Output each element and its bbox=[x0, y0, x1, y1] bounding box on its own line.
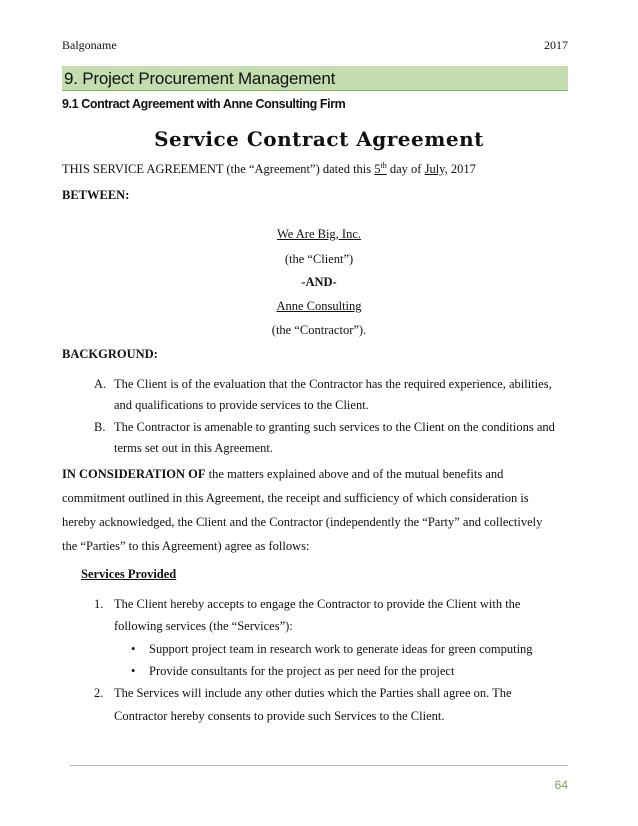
client-name: We Are Big, Inc. bbox=[276, 227, 362, 241]
client-label: (the “Client”) bbox=[284, 252, 354, 266]
background-item-text: and qualifications to provide services to the Client. bbox=[114, 398, 369, 412]
header-left: Balgoname bbox=[62, 38, 117, 52]
header-right: 2017 bbox=[544, 38, 568, 52]
section-heading: 9. Project Procurement Management bbox=[62, 66, 568, 91]
services-item-text: following services (the “Services”): bbox=[114, 619, 293, 633]
contractor-name: Anne Consulting bbox=[276, 299, 362, 313]
services-item-marker: 1. bbox=[94, 597, 104, 611]
bullet-icon: • bbox=[131, 664, 136, 678]
services-heading: Services Provided bbox=[81, 567, 177, 581]
intro-month: July, bbox=[424, 162, 448, 176]
consideration-paragraph: IN CONSIDERATION OF the matters explained above and of the mutual benefits and bbox=[62, 467, 504, 481]
contractor-label: (the “Contractor”). bbox=[271, 323, 367, 337]
consideration-line: hereby acknowledged, the Client and the Contractor (independently the “Party” and collectively bbox=[62, 515, 543, 529]
consideration-line: the “Parties” to this Agreement) agree as follows: bbox=[62, 539, 310, 553]
intro-line: THIS SERVICE AGREEMENT (the “Agreement”) dated this 5th day of July, 2017 bbox=[62, 160, 476, 176]
services-item-text: The Services will include any other duties which the Parties shall agree on. The bbox=[114, 686, 512, 700]
background-heading: BACKGROUND: bbox=[62, 347, 158, 361]
services-item-marker: 2. bbox=[94, 686, 104, 700]
bullet-icon: • bbox=[131, 642, 136, 656]
services-item-text: The Client hereby accepts to engage the Contractor to provide the Client with the bbox=[114, 597, 521, 611]
document-title: Service Contract Agreement bbox=[154, 127, 484, 151]
footer-divider bbox=[70, 765, 568, 766]
between-label: BETWEEN: bbox=[62, 188, 130, 202]
background-item-marker: B. bbox=[94, 420, 106, 434]
background-item-text: The Contractor is amenable to granting such services to the Client on the conditions and bbox=[114, 420, 555, 434]
page-header bbox=[62, 38, 568, 53]
services-bullet: • Provide consultants for the project as per need for the project bbox=[131, 664, 455, 678]
background-item-marker: A. bbox=[94, 377, 107, 391]
page-number: 64 bbox=[554, 778, 568, 792]
consideration-line: commitment outlined in this Agreement, the receipt and sufficiency of which consideration is bbox=[62, 491, 529, 505]
subsection-heading: 9.1 Contract Agreement with Anne Consulting Firm bbox=[62, 97, 346, 111]
and-separator: -AND- bbox=[301, 275, 337, 289]
services-item-text: Contractor hereby consents to provide such Services to the Client. bbox=[114, 709, 445, 723]
background-item-text: The Client is of the evaluation that the Contractor has the required experience, abilities, bbox=[114, 377, 552, 391]
background-item-text: terms set out in this Agreement. bbox=[114, 441, 274, 455]
intro-day: 5th bbox=[374, 160, 387, 176]
services-bullet: • Support project team in research work to generate ideas for green computing bbox=[131, 642, 533, 656]
